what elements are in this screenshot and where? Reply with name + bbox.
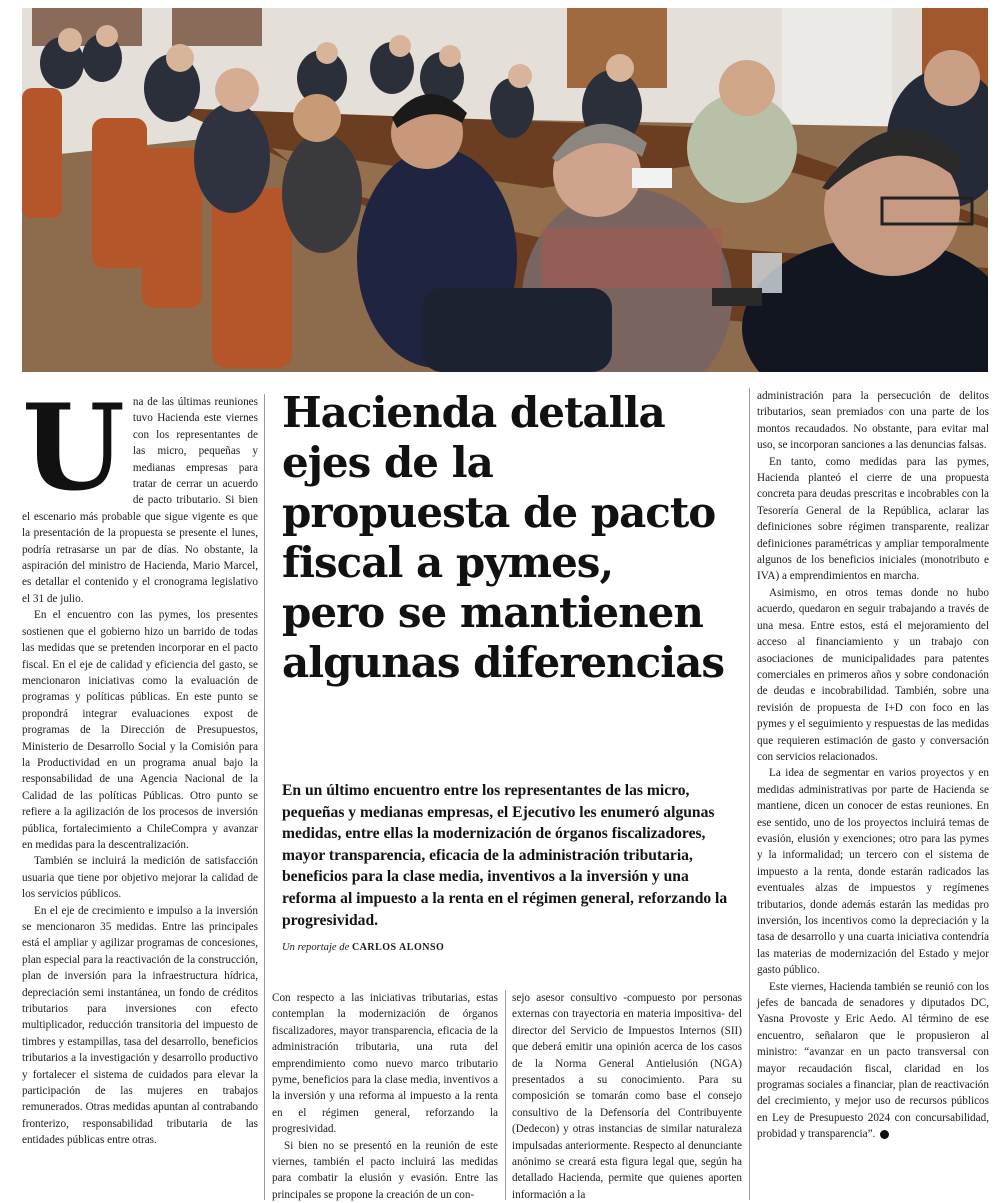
paragraph: En el encuentro con las pymes, los presentes sostienen que el gobierno hizo un barrido de todas las medidas que se pretenden incorporar en el pacto fiscal. En el eje de calidad y eficiencia del gasto, se mencionaron iniciativas como la evaluación de programas y políticas públicas. En este punto se propondrá integrar evaluaciones expost de programas de la Dirección de Presupuestos, Ministerio de Desarrollo Social y la Comisión para la Productividad en un programa anual bajo la responsabilidad de una Agencia Nacional de la Calidad de las políticas Públicas. Otro punto se refiere a la agilización de los procesos de inversión pública, fortalecimiento a ChileCompra y avanzar en medidas para la descentralización. xyxy=(22,609,258,851)
byline-prefix: Un reportaje de xyxy=(282,942,350,953)
end-mark-icon: P xyxy=(880,1130,889,1139)
paragraph: administración para la persecución de delitos tributarios, sean premiados con una parte de los montos recaudados. No obstante, para evitar mal uso, se incorporan sanciones a las denuncias falsas. xyxy=(757,390,989,452)
paragraph xyxy=(757,979,989,1143)
paragraph: Con respecto a las iniciativas tributarias, estas contemplan la modernización de órganos fiscalizadores, mayor transparencia, eficacia de la administración tributaria, una ruta del emprendimiento como nuevo marco tributario pyme, beneficios para la clase media, inventivos a la inversión y una reforma al impuesto a la renta en el régimen general, reforzando la progresividad. xyxy=(272,992,498,1136)
paragraph: En tanto, como medidas para las pymes, Hacienda planteó el cierre de una propuesta concreta para deudas prescritas e incobrables con la Tesorería General de la República, aclarar las definiciones sobre régimen transparente, realizar definiciones paramétricas y ampliar temporalmente algunos de los beneficios iniciales (monotributo e IVA) a emprendimientos en marcha. xyxy=(757,455,989,583)
headline-line: ejes de la xyxy=(282,438,493,487)
paragraph: na de las últimas reuniones tuvo Hacienda este viernes con los representantes de las micro, pequeñas y medianas empresas para tratar de cerrar un acuerdo de pacto tributario. Si bien el escenario más probable que sigue vigente es que la presentación de la propuesta se presente el lunes, podría retrasarse un par de días. No obstante, la aspiración del ministro de Hacienda, Mario Marcel, es detallar el contenido y el cronograma legislativo el 31 de julio. xyxy=(22,396,258,605)
paragraph: Asimismo, en otros temas donde no hubo acuerdo, quedaron en seguir trabajando a través de una mesa. Entre estos, está el mejoramiento del acceso al financiamiento y un trabajo con asociaciones de municipalidades para patentes comerciales en primeros años y sobre condonación de deudas e incobrabilidad. También, sobre una revisión de propuesta de I+D con foco en las pymes y el seguimiento y respuestas de las medidas que requieren estimación de gasto y conversación con servicios relacionados. xyxy=(757,586,989,763)
headline-line: pero se mantienen xyxy=(282,588,703,637)
article-photo xyxy=(22,8,988,372)
byline xyxy=(282,942,444,953)
paragraph: También se incluirá la medición de satisfacción usuaria que tiene por objetivo mejorar la calidad de los servicios públicos. xyxy=(22,855,258,901)
left-column xyxy=(22,378,258,1149)
lead-paragraph: En un último encuentro entre los representantes de las micro, pequeñas y medianas empresas, el Ejecutivo les enumeró algunas medidas, entre ellas la modernización de órganos fiscalizadores, mayor transparencia, eficacia de la administración tributaria, beneficios para la clase media, inventivos a la inversión y una reforma al impuesto a la renta en el régimen general, reforzando la progresividad. xyxy=(282,782,728,929)
headline-line: Hacienda detalla xyxy=(282,388,665,437)
middle-column-2 xyxy=(512,990,742,1203)
column-divider xyxy=(264,394,265,1200)
byline-author: CARLOS ALONSO xyxy=(351,942,445,953)
middle-column-1 xyxy=(272,990,498,1203)
column-divider xyxy=(749,388,750,1200)
final-paragraph-text: Este viernes, Hacienda también se reunió con los jefes de bancada de senadores y diputados DC, Yasna Provoste y Eric Aedo. Al término de ese encuentro, señalaron que le propusieron al ministro: “avanzar en un pacto transversal con mayor recaudación fiscal, claridad en los programas sociales a financiar, plan de reactivación del crecimiento, y mejor uso de recursos públicos en Ley de Presupuesto 2024 con concursabilidad, probidad y transparencia”. xyxy=(757,980,989,1141)
headline xyxy=(282,388,744,688)
headline-line: fiscal a pymes, xyxy=(282,538,614,587)
right-column xyxy=(757,388,989,1143)
headline-line: propuesta de pacto xyxy=(282,488,716,537)
paragraph: Si bien no se presentó en la reunión de este viernes, también el pacto incluirá las medidas para combatir la elusión y evasión. Entre las principales se propone la creación de un con- xyxy=(272,1139,498,1201)
paragraph: La idea de segmentar en varios proyectos y en medidas administrativas por parte de Hacienda se mantiene, dicen un conocer de estas reuniones. En ese sentido, uno de los proyectos incluirá temas de evasión, elusión y exenciones; otro para las pymes y la informalidad; un tercero con el sistema de impuesto a la renta, donde estarán radicados las eventuales alzas de impuestos y regímenes tributarios, donde además estarán las medidas pro inversión, los incentivos como la depreciación y la tasa de desarrollo y una cuarta iniciativa contendría las materias de modernización del Estado y mejor gasto público. xyxy=(757,767,989,977)
paragraph: En el eje de crecimiento e impulso a la inversión se mencionaron 35 medidas. Entre las principales está el ampliar y agilizar programas de concesiones, plan especial para la reactivación de la construcción, plan de inversión para la infraestructura hídrica, depreciación semi instantánea, un fondo de créditos tributarios para inversiones con efecto multiplicador, reducción transitoria del impuesto de timbres y estampillas, tasa del desarrollo, beneficios tributarios a la investigación y desarrollo productivo y fortalecer el sistema de cuidados para elevar la participación de las mujeres en trabajos remunerados. Otras medidas apuntan al contrabando fronterizo, responsabilidad tributaria de las entidades públicas entre otras. xyxy=(22,904,258,1147)
headline-line: algunas diferencias xyxy=(282,638,724,687)
paragraph: sejo asesor consultivo -compuesto por personas externas con trayectoria en materia impositiva- del director del Servicio de Impuestos Internos (SII) que deberá emitir una opinión acerca de los casos de la Norma General Antielusión (NGA) presentados a su conocimiento. Para su composición se tomarán como base el consejo consultivo de la Defensoría del Contribuyente (Dedecon) y otras instancias de similar naturaleza impulsadas anteriormente. Respecto al denunciante anónimo se creará esta figura legal que, según ha detallado Hacienda, permite que quienes aporten información a la xyxy=(512,992,742,1201)
column-divider xyxy=(505,990,506,1200)
drop-cap: U xyxy=(22,378,125,517)
meeting-room-illustration xyxy=(22,8,988,372)
